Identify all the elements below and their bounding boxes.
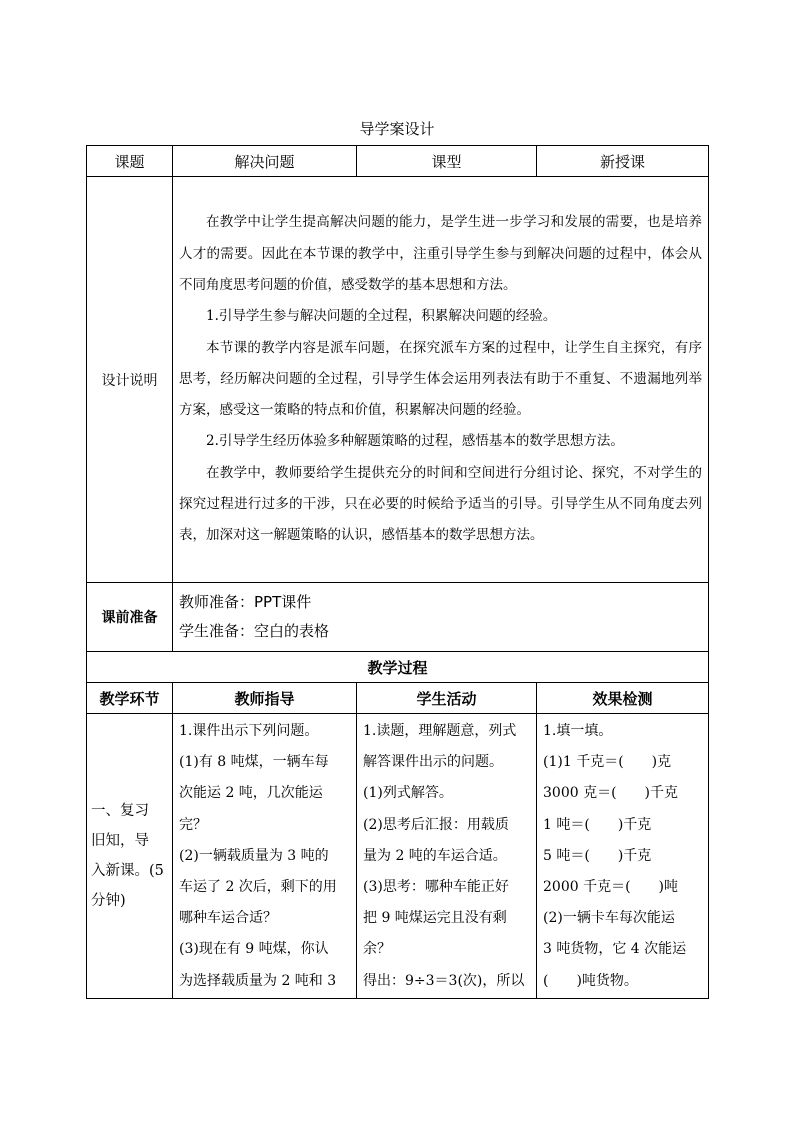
teacher-line: 哪种车运合适？ (179, 910, 277, 927)
student-line: (2)思考后汇报：用载质 (363, 816, 509, 833)
student-line: 把 9 吨煤运完且没有剩 (363, 910, 507, 927)
student-line: 解答课件出示的问题。 (363, 754, 503, 771)
teacher-line: (3)现在有 9 吨煤，你认 (179, 941, 329, 958)
teacher-line: (2)一辆载质量为 3 吨的 (179, 847, 329, 864)
prep-row (87, 583, 709, 652)
student-line: 余？ (363, 941, 391, 958)
check-cell (537, 714, 709, 999)
prep-label: 课前准备 (87, 583, 173, 652)
process-row-1 (87, 714, 709, 999)
stage-line: 分钟) (91, 893, 126, 909)
process-title: 教学过程 (87, 652, 709, 683)
header-row (87, 146, 709, 177)
teacher-line: 1.课件出示下列问题。 (179, 723, 319, 739)
topic-value: 解决问题 (173, 146, 357, 177)
student-cell (357, 714, 537, 999)
check-line: ( )吨货物。 (543, 972, 638, 989)
design-paragraph: 本节课的教学内容是派车问题，在探究派车方案的过程中，让学生自主探究，有序思考，经历解决问题的全过程，引导学生体会运用列表法有助于不重复、不遗漏地列举方案，感受这一策略的特点和价值，积累解决问题的经验。 (179, 339, 702, 419)
check-line: 5 吨＝( )千克 (543, 847, 652, 864)
process-header-row (87, 683, 709, 714)
design-paragraph: 1.引导学生参与解决问题的全过程，积累解决问题的经验。 (206, 308, 557, 325)
teacher-line: 车运了 2 次后，剩下的用 (179, 879, 337, 896)
design-description (173, 177, 709, 583)
student-line: 得出：9÷3＝3(次)，所以 (363, 972, 525, 989)
col-teacher: 教师指导 (173, 683, 357, 714)
design-paragraph: 在教学中让学生提高解决问题的能力，是学生进一步学习和发展的需要，也是培养人才的需要。因此在本节课的教学中，注重引导学生参与到解决问题的过程中，体会从不同角度思考问题的价值，感受数学的基本思想和方法。 (179, 214, 702, 293)
design-paragraph: 2.引导学生经历体验多种解题策略的过程，感悟基本的数学思想方法。 (206, 433, 624, 450)
stage-cell (87, 714, 173, 999)
col-student: 学生活动 (357, 683, 537, 714)
col-stage: 教学环节 (87, 683, 173, 714)
student-line: (1)列式解答。 (363, 785, 453, 802)
stage-line: 入新课。(5 (91, 863, 164, 879)
student-line: 量为 2 吨的车运合适。 (363, 847, 507, 864)
check-line: 3 吨货物，它 4 次能运 (543, 941, 687, 958)
type-label: 课型 (357, 146, 537, 177)
topic-label: 课题 (87, 146, 173, 177)
lesson-plan-table (86, 145, 709, 999)
check-line: 1.填一填。 (543, 723, 613, 739)
prep-line-student: 学生准备：空白的表格 (179, 622, 330, 640)
type-value: 新授课 (537, 146, 709, 177)
check-line: 3000 克＝( )千克 (543, 785, 679, 802)
student-line: 1.读题，理解题意，列式 (363, 723, 517, 739)
teacher-cell (173, 714, 357, 999)
teacher-line: (1)有 8 吨煤，一辆车每 (179, 754, 329, 771)
col-check: 效果检测 (537, 683, 709, 714)
teacher-line: 次能运 2 吨，几次能运 (179, 785, 323, 802)
check-line: (1)1 千克＝( )克 (543, 754, 672, 771)
check-line: 2000 千克＝( )吨 (543, 879, 679, 896)
prep-line-teacher: 教师准备：PPT课件 (179, 593, 312, 611)
page-title: 导学案设计 (359, 120, 435, 138)
design-paragraph: 在教学中，教师要给学生提供充分的时间和空间进行分组讨论、探究，不对学生的探究过程进行过多的干涉，只在必要的时候给予适当的引导。引导学生从不同角度去列表，加深对这一解题策略的认识，感悟基本的数学思想方法。 (179, 464, 702, 544)
student-line: (3)思考：哪种车能正好 (363, 879, 509, 896)
teacher-line: 为选择载质量为 2 吨和 3 (179, 972, 337, 989)
stage-line: 旧知，导 (91, 833, 149, 849)
design-row (87, 177, 709, 583)
teacher-line: 完？ (179, 816, 207, 833)
stage-line: 一、复习 (91, 803, 149, 819)
prep-content (173, 583, 709, 652)
check-line: (2)一辆卡车每次能运 (543, 910, 675, 927)
process-title-row (87, 652, 709, 683)
check-line: 1 吨＝( )千克 (543, 816, 652, 833)
design-label: 设计说明 (87, 177, 173, 583)
